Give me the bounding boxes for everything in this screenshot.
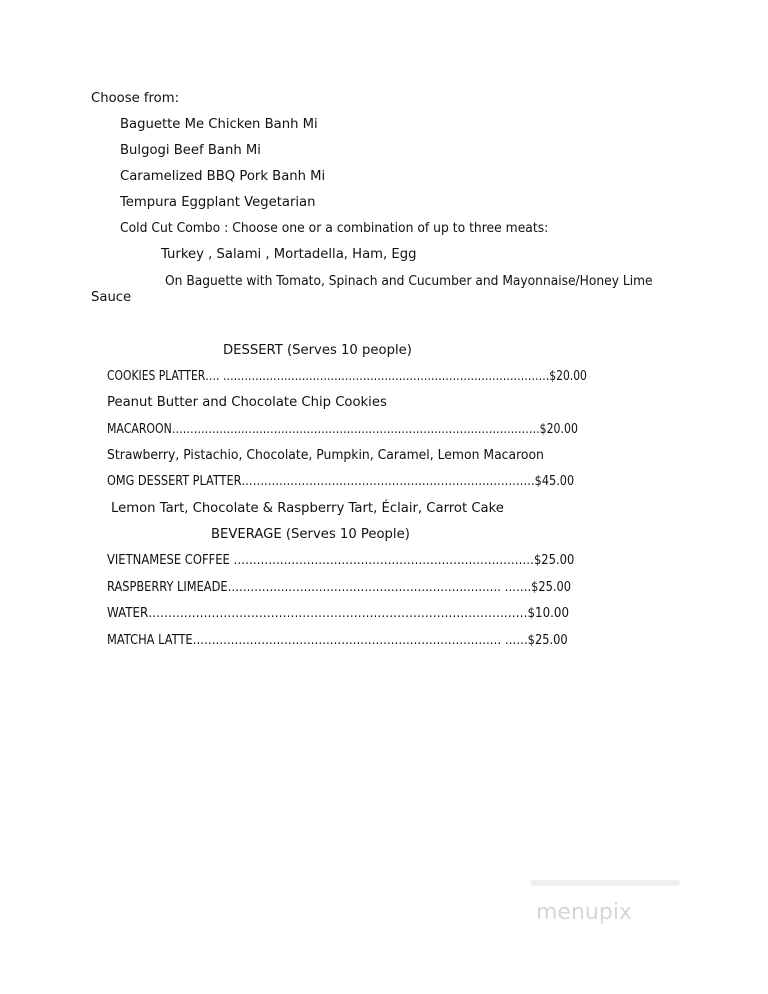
beverage-heading: BEVERAGE (Serves 10 People) <box>211 527 410 542</box>
menu-item-chicken: Baguette Me Chicken Banh Mi <box>120 117 318 132</box>
macaroon-desc: Strawberry, Pistachio, Chocolate, Pumpkin, Caramel, Lemon Macaroon <box>107 448 544 463</box>
dessert-heading: DESSERT (Serves 10 people) <box>223 343 412 358</box>
omg-platter-line: OMG DESSERT PLATTER……………………………………………………………………$45.00 <box>107 474 575 489</box>
watermark-logo: menupix <box>536 900 632 925</box>
menu-item-pork: Caramelized BBQ Pork Banh Mi <box>120 169 326 184</box>
macaroon-line: MACAROON……………….……………………………………………………………………….$20.00 <box>107 422 578 437</box>
omg-desc: Lemon Tart, Chocolate & Raspberry Tart, Éclair, Carrot Cake <box>111 501 504 516</box>
choose-heading: Choose from: <box>91 91 180 106</box>
water-line: WATER……………………………………………………………………………………$10.00 <box>107 606 569 621</box>
menu-item-beef: Bulgogi Beef Banh Mi <box>120 143 261 158</box>
baguette-note: On Baguette with Tomato, Spinach and Cucumber and Mayonnaise/Honey Lime <box>165 274 653 289</box>
watermark-bar <box>530 880 680 886</box>
coffee-line: VIETNAMESE COFFEE ……………………………………………………………………$25.00 <box>107 553 575 568</box>
matcha-line: MATCHA LATTE……………………………………………………………………… ……$25.00 <box>107 633 568 648</box>
cookies-desc: Peanut Butter and Chocolate Chip Cookies <box>107 395 387 410</box>
menu-item-eggplant: Tempura Eggplant Vegetarian <box>120 195 316 210</box>
cookies-platter-line: COOKIES PLATTER…. ……………………………………………………………………………….$20.00 <box>107 369 587 384</box>
menu-item-cold-cut: Cold Cut Combo : Choose one or a combination of up to three meats: <box>120 221 549 236</box>
meat-options: Turkey , Salami , Mortadella, Ham, Egg <box>161 247 417 262</box>
limeade-line: RASPBERRY LIMEADE……………………………………………………………… …….$25.00 <box>107 580 571 595</box>
baguette-note-cont: Sauce <box>91 290 132 305</box>
